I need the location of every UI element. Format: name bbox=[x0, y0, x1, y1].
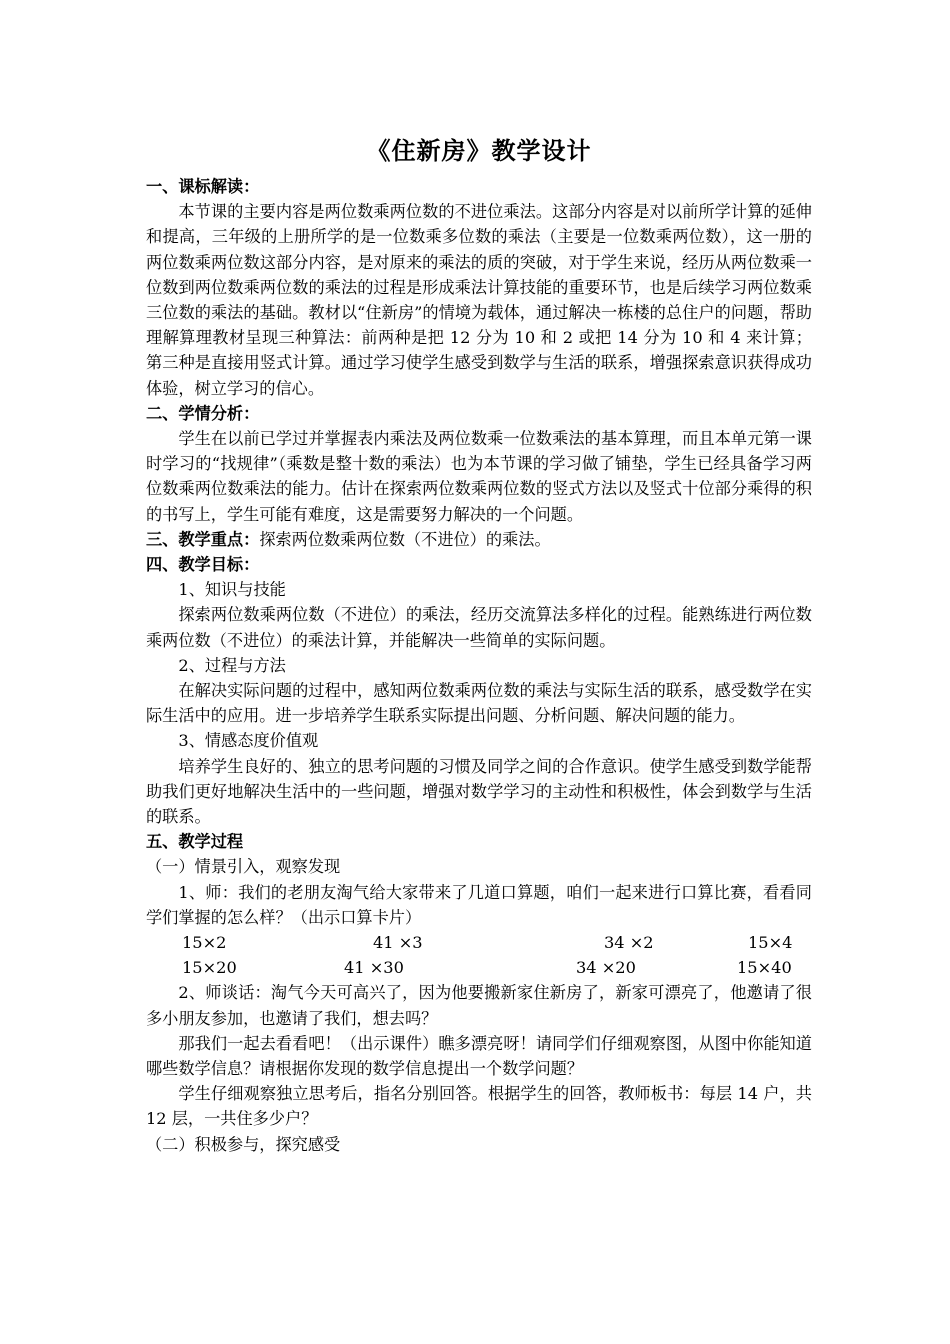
key-point-line bbox=[146, 527, 812, 552]
oral-calc-item: 15×40 bbox=[737, 958, 792, 978]
oral-calc-row-2 bbox=[146, 955, 812, 980]
process-paragraph-2: 2、师谈话：淘气今天可高兴了，因为他要搬新家住新房了，新家可漂亮了，他邀请了很多小朋友参加，也邀请了我们，想去吗？ bbox=[146, 983, 812, 1028]
document-title: 《住新房》教学设计 bbox=[366, 137, 592, 165]
objective-1-title: 1、知识与技能 bbox=[178, 580, 286, 600]
process-part-1-title: （一）情景引入，观察发现 bbox=[146, 857, 341, 877]
key-point-text: 探索两位数乘两位数（不进位）的乘法。 bbox=[259, 529, 551, 549]
process-paragraph-4: 学生仔细观察独立思考后，指名分别回答。根据学生的回答，教师板书：每层 14 户，共 12 层，一共住多少户？ bbox=[146, 1084, 812, 1129]
oral-calc-item: 15×2 bbox=[182, 933, 227, 953]
oral-calc-item: 15×20 bbox=[182, 958, 237, 978]
process-paragraph-1: 1、师：我们的老朋友淘气给大家带来了几道口算题，咱们一起来进行口算比赛，看看同学们掌握的怎么样？（出示口算卡片） bbox=[146, 882, 812, 927]
process-part-2-title: （二）积极参与，探究感受 bbox=[146, 1134, 341, 1154]
oral-calc-item: 41 ×3 bbox=[373, 933, 423, 953]
objective-3-text: 培养学生良好的、独立的思考问题的习惯及同学之间的合作意识。使学生感受到数学能帮助我们更好地解决生活中的一些问题，增强对数学学习的主动性和积极性，体会到数学与生活的联系。 bbox=[146, 756, 812, 827]
oral-calc-item: 34 ×20 bbox=[576, 958, 636, 978]
section-heading-key-point: 三、教学重点： bbox=[146, 529, 260, 549]
document-body bbox=[146, 174, 812, 1157]
objective-1-text: 探索两位数乘两位数（不进位）的乘法，经历交流算法多样化的过程。能熟练进行两位数乘两位数（不进位）的乘法计算，并能解决一些简单的实际问题。 bbox=[146, 605, 812, 650]
section-heading-standards: 一、课标解读： bbox=[146, 177, 260, 196]
paragraph-learner-analysis: 学生在以前已学过并掌握表内乘法及两位数乘一位数乘法的基本算理，而且本单元第一课时学习的“找规律”（乘数是整十数的乘法）也为本节课的学习做了铺垫，学生已经具备学习两位数乘两位数乘法的能力。估计在探索两位数乘两位数的竖式方法以及竖式十位部分乘得的积的书写上，学生可能有难度，这是需要努力解决的一个问题。 bbox=[146, 429, 812, 524]
section-heading-process: 五、教学过程 bbox=[146, 832, 244, 852]
oral-calc-item: 15×4 bbox=[748, 933, 793, 953]
process-paragraph-3: 那我们一起去看看吧！（出示课件）瞧多漂亮呀！请同学们仔细观察图，从图中你能知道哪些数学信息？请根据你发现的数学信息提出一个数学问题？ bbox=[146, 1033, 812, 1079]
oral-calc-item: 34 ×2 bbox=[604, 933, 654, 953]
section-heading-objectives: 四、教学目标： bbox=[146, 555, 260, 575]
section-heading-learner-analysis: 二、学情分析： bbox=[146, 403, 260, 423]
oral-calc-row-1 bbox=[146, 930, 812, 955]
oral-calc-item: 41 ×30 bbox=[344, 958, 404, 978]
objective-2-text: 在解决实际问题的过程中，感知两位数乘两位数的乘法与实际生活的联系，感受数学在实际生活中的应用。进一步培养学生联系实际提出问题、分析问题、解决问题的能力。 bbox=[146, 681, 812, 726]
objective-2-title: 2、过程与方法 bbox=[178, 655, 286, 675]
objective-3-title: 3、情感态度价值观 bbox=[178, 731, 319, 751]
paragraph-standards: 本节课的主要内容是两位数乘两位数的不进位乘法。这部分内容是对以前所学计算的延伸和提高，三年级的上册所学的是一位数乘多位数的乘法（主要是一位数乘两位数），这一册的两位数乘两位数这部分内容，是对原来的乘法的质的突破，对于学生来说，经历从两位数乘一位数到两位数乘两位数的乘法的过程是形成乘法计算技能的重要环节，也是后续学习两位数乘三位数的乘法的基础。教材以“住新房”的情境为载体，通过解决一栋楼的总住户的问题，帮助理解算理教材呈现三种算法：前两种是把 12 分为 10 和 2 或把 14 分为 10 和 4 来计算；第三种是直接用竖式计算。通过学习使学生感受到数学与生活的联系，增强探索意识获得成功体验，树立学习的信心。 bbox=[146, 202, 812, 398]
